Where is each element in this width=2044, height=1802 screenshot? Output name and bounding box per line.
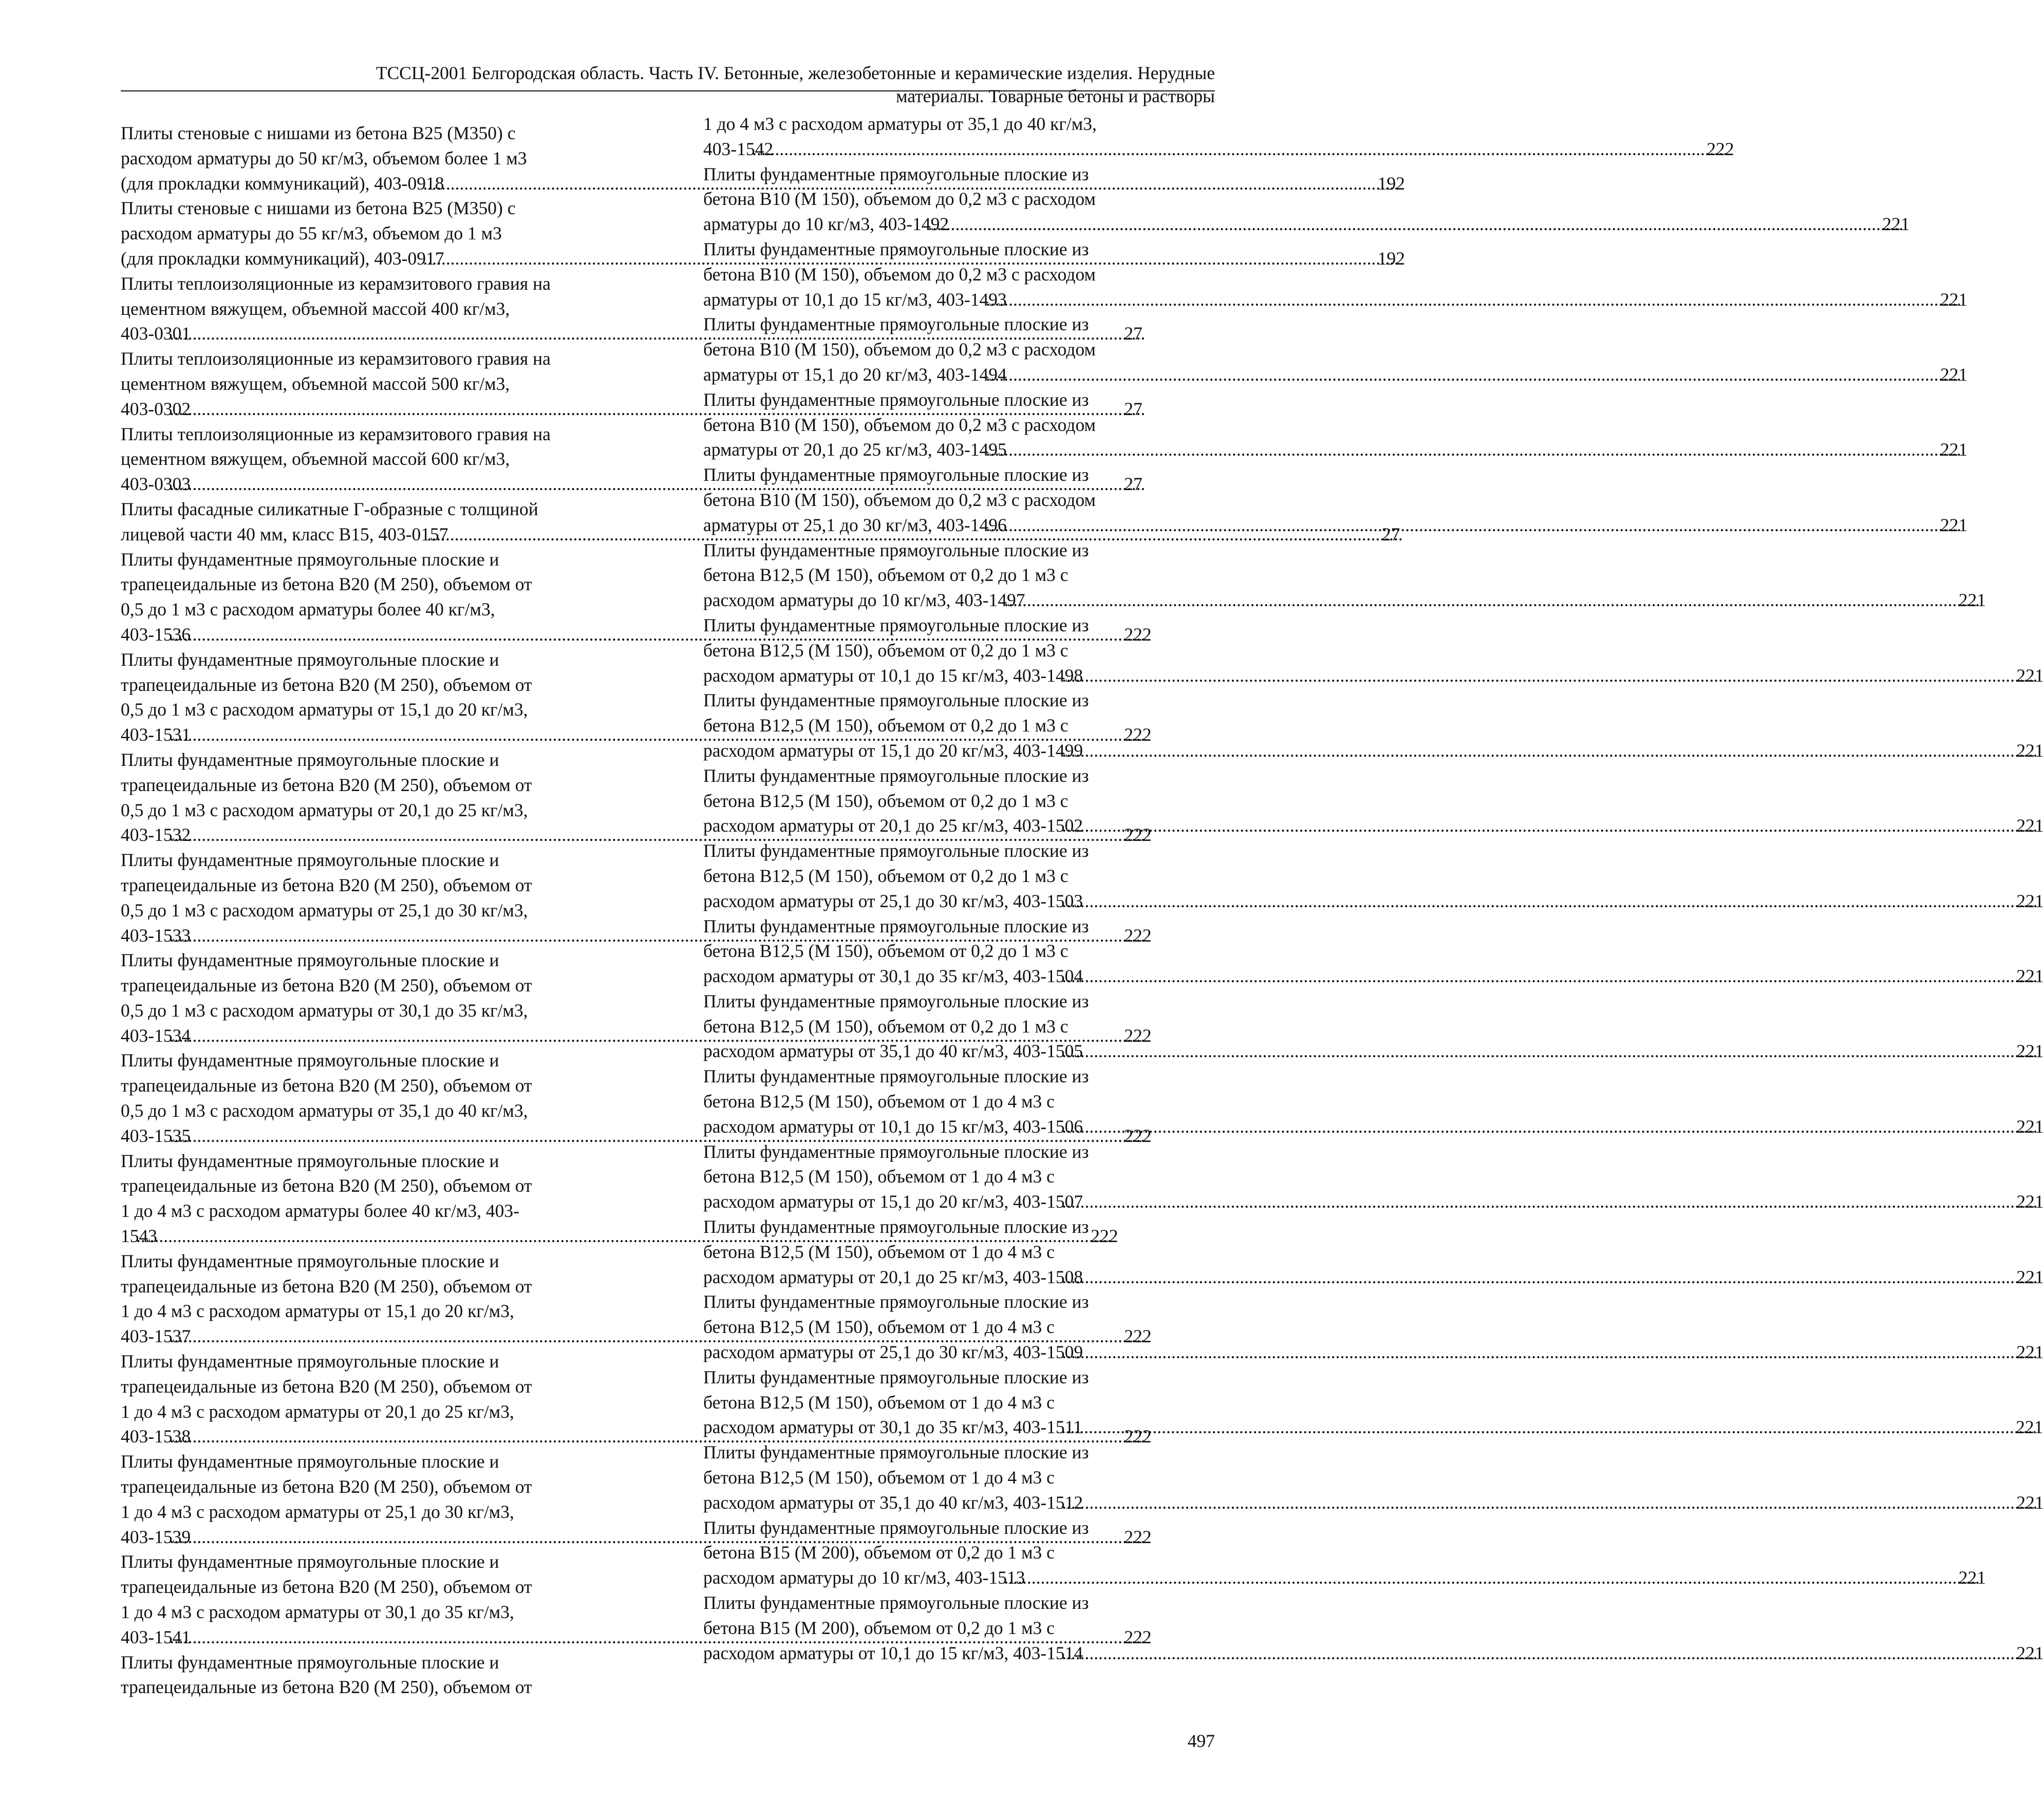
entry-text-line: Плиты фундаментные прямоугольные плоские и (121, 1250, 499, 1271)
entry-text-line: бетона B12,5 (М 150), объемом от 1 до 4 м3 с (703, 1091, 1055, 1112)
dot-leader (1084, 1265, 2037, 1290)
entry-last-line (703, 1189, 2044, 1214)
index-entry (703, 312, 1968, 387)
dot-leader (1084, 813, 2037, 838)
dot-leader (774, 137, 1728, 162)
entry-text-line: бетона B12,5 (М 150), объемом от 1 до 4 м3 с (703, 1241, 1055, 1262)
dot-leader (1084, 1490, 2037, 1515)
entry-last-line: 403-0303 ..... 27 (143, 472, 634, 497)
entry-text: расходом арматуры до 10 кг/м3, 403-1513 (703, 1567, 1025, 1588)
entry-last-line (703, 663, 2044, 688)
index-entry (703, 1139, 2044, 1214)
entry-text-line: Плиты фундаментные прямоугольные плоские и (121, 850, 499, 871)
entry-last-line (703, 964, 2044, 989)
entry-page-ref: 222 (1124, 1626, 1152, 1647)
entry-text: 403-1535 (121, 1125, 191, 1146)
entry-page-ref: 221 (1882, 214, 1910, 235)
dot-leader (1008, 362, 1961, 387)
entry-text-line: трапецеидальные из бетона B20 (М 250), объемом от (121, 574, 532, 595)
entry-text: расходом арматуры от 15,1 до 20 кг/м3, 403-1507 (703, 1191, 1083, 1212)
entry-last-line (703, 437, 1968, 462)
entry-text: расходом арматуры от 35,1 до 40 кг/м3, 403-1505 (703, 1041, 1083, 1062)
entry-page-ref: 221 (2016, 1342, 2044, 1363)
entry-last-line (703, 137, 1734, 162)
entry-text-line: Плиты фундаментные прямоугольные плоские из (703, 464, 1089, 485)
entry-page-ref: 222 (1124, 1125, 1152, 1146)
entry-last-line (703, 513, 1968, 538)
entry-page-ref: 221 (2016, 1191, 2044, 1212)
entry-page-ref: 221 (1958, 590, 1986, 611)
entry-text-line: расходом арматуры до 55 кг/м3, объемом до 1 м3 (121, 223, 502, 244)
entry-text-line: цементном вяжущем, объемной массой 600 кг/м3, (121, 448, 510, 470)
entry-page-ref: 221 (2016, 1266, 2044, 1287)
entry-page-ref: 222 (1124, 1326, 1152, 1347)
entry-page-ref: 221 (2016, 815, 2044, 836)
entry-page-ref: 222 (1124, 1526, 1152, 1547)
entry-text-line: Плиты фундаментные прямоугольные плоские из (703, 915, 1089, 936)
entry-text-line: Плиты фундаментные прямоугольные плоские и (121, 1150, 499, 1171)
entry-text-line: Плиты фундаментные прямоугольные плоские и (121, 950, 499, 971)
entry-page-ref: 221 (2016, 665, 2044, 686)
entry-last-line (703, 1114, 2044, 1139)
entry-page-ref: 221 (1940, 364, 1968, 385)
entry-text-line: цементном вяжущем, объемной массой 500 кг/м3, (121, 373, 510, 394)
entry-text-line: Плиты стеновые с нишами из бетона B25 (М350) с (121, 123, 516, 143)
entry-last-line (703, 588, 1986, 613)
entry-text-line: бетона B12,5 (М 150), объемом от 0,2 до 1 м3 с (703, 1016, 1068, 1037)
entry-page-ref: 221 (2016, 890, 2044, 911)
entry-text-line: Плиты фасадные силикатные Г-образные с толщиной (121, 498, 538, 519)
entry-text-line: 0,5 до 1 м3 с расходом арматуры более 40 кг/м3, (121, 599, 495, 620)
header-divider (121, 90, 1215, 91)
entry-text: арматуры от 10,1 до 15 кг/м3, 403-1493 (703, 289, 1007, 310)
entry-last-line (703, 1039, 2044, 1064)
dot-leader (1084, 1189, 2037, 1214)
entry-text-line: бетона B15 (М 200), объемом от 0,2 до 1 м3 с (703, 1617, 1055, 1638)
entry-page-ref: 221 (2016, 740, 2044, 761)
entry-page-ref: 221 (1940, 514, 1968, 535)
entry-text-line: Плиты фундаментные прямоугольные плоские и (121, 1351, 499, 1372)
entry-text: 403-1541 (121, 1626, 191, 1647)
entry-last-line: лицевой части 40 мм, класс B15, 403-0157 ..... 27 (143, 522, 634, 547)
entry-text-line: Плиты фундаментные прямоугольные плоские из (703, 238, 1089, 259)
dot-leader (1084, 1114, 2037, 1139)
index-entry (703, 989, 2044, 1064)
entry-last-line: 403-0302 ..... 27 (143, 397, 634, 422)
index-entry (703, 1515, 1986, 1590)
index-entry (703, 613, 2044, 688)
entry-text: расходом арматуры от 20,1 до 25 кг/м3, 403-1508 (703, 1266, 1083, 1287)
entry-text-line: 0,5 до 1 м3 с расходом арматуры от 20,1 до 25 кг/м3, (121, 799, 528, 820)
entry-text: расходом арматуры до 10 кг/м3, 403-1497 (703, 590, 1025, 611)
index-entry (703, 1214, 2044, 1289)
index-entry (703, 914, 2044, 989)
entry-page-ref: 221 (2016, 1492, 2044, 1513)
dot-leader (1026, 588, 1979, 613)
entry-text-line: бетона B12,5 (М 150), объемом от 1 до 4 м3 с (703, 1467, 1055, 1488)
entry-text-line: бетона B12,5 (М 150), объемом от 1 до 4 м3 с (703, 1317, 1055, 1338)
entry-text: расходом арматуры от 30,1 до 35 кг/м3, 403-1511 (703, 1417, 1082, 1438)
index-entry (703, 538, 1986, 613)
entry-page-ref: 192 (1377, 248, 1405, 269)
index-entry (703, 763, 2044, 838)
entry-page-ref: 221 (2016, 1041, 2044, 1062)
entry-text-line: Плиты теплоизоляционные из керамзитового гравия на (121, 348, 551, 369)
entry-page-ref: 221 (2016, 966, 2044, 987)
entry-text-line: Плиты фундаментные прямоугольные плоские из (703, 1592, 1089, 1613)
entry-text-line: бетона B10 (М 150), объемом до 0,2 м3 с расходом (703, 189, 1096, 210)
entry-text-line: Плиты фундаментные прямоугольные плоские и (121, 649, 499, 670)
entry-text: арматуры от 15,1 до 20 кг/м3, 403-1494 (703, 364, 1007, 385)
header-title-line-2: материалы. Товарные бетоны и растворы (896, 86, 1215, 106)
entry-last-line (703, 1641, 2044, 1666)
entry-text: расходом арматуры от 25,1 до 30 кг/м3, 403-1509 (703, 1342, 1083, 1363)
entry-text: 403-0301 (121, 323, 191, 344)
entry-text-line: Плиты фундаментные прямоугольные плоские из (703, 539, 1089, 560)
entry-text-line: Плиты фундаментные прямоугольные плоские из (703, 1366, 1089, 1387)
entry-text-line: Плиты фундаментные прямоугольные плоские из (703, 389, 1089, 410)
entry-text: расходом арматуры от 10,1 до 15 кг/м3, 403-1506 (703, 1116, 1083, 1137)
entry-text: 403-1533 (121, 925, 191, 946)
dot-leader (1008, 437, 1961, 462)
entry-page-ref: 222 (1707, 138, 1734, 159)
index-entry (703, 1440, 2044, 1515)
entry-text-line: трапецеидальные из бетона B20 (М 250), объемом от (121, 1576, 532, 1598)
entry-text-line: Плиты фундаментные прямоугольные плоские и (121, 749, 499, 770)
index-entry (703, 1064, 2044, 1139)
entry-text-line: Плиты фундаментные прямоугольные плоские и (121, 549, 499, 570)
entry-text-line: трапецеидальные из бетона B20 (М 250), объемом от (121, 774, 532, 795)
entry-last-line (703, 362, 1968, 387)
entry-text-line: трапецеидальные из бетона B20 (М 250), объемом от (121, 1075, 532, 1096)
entry-text: 403-0303 (121, 474, 191, 495)
entry-page-ref: 222 (1124, 1025, 1152, 1046)
dot-leader (1008, 513, 1961, 538)
entry-text-line: 1 до 4 м3 с расходом арматуры от 15,1 до 20 кг/м3, (121, 1301, 514, 1322)
dot-leader (1084, 964, 2037, 989)
entry-text-line: трапецеидальные из бетона B20 (М 250), объемом от (121, 1376, 532, 1397)
entry-page-ref: 222 (1124, 724, 1152, 745)
entry-text-line: трапецеидальные из бетона B20 (М 250), объемом от (121, 874, 532, 895)
entry-text-line: бетона B12,5 (М 150), объемом от 0,2 до 1 м3 с (703, 790, 1068, 811)
entry-text-line: Плиты фундаментные прямоугольные плоские из (703, 614, 1089, 635)
header-title-line-1: ТССЦ-2001 Белгородская область. Часть IV. Бетонные, железобетонные и керамические изделия. Нерудные (376, 63, 1215, 83)
entry-text-line: бетона B12,5 (М 150), объемом от 0,2 до 1 м3 с (703, 941, 1068, 962)
entry-text-line: Плиты фундаментные прямоугольные плоские и (121, 1651, 499, 1673)
dot-leader (1008, 287, 1961, 312)
entry-last-line (703, 813, 2044, 838)
entry-text: 403-1536 (121, 624, 191, 645)
entry-text: арматуры от 25,1 до 30 кг/м3, 403-1496 (703, 514, 1007, 535)
entry-text-line: 1 до 4 м3 с расходом арматуры от 30,1 до 35 кг/м3, (121, 1602, 514, 1623)
entry-text: (для прокладки коммуникаций), 403-0918 (121, 173, 444, 194)
entry-text-line: трапецеидальные из бетона B20 (М 250), объемом от (121, 674, 532, 695)
index-entry (703, 838, 2044, 913)
entry-text: (для прокладки коммуникаций), 403-0917 (121, 248, 444, 269)
index-entry (703, 111, 1734, 162)
entry-text: 403-1542 (703, 138, 774, 159)
entry-page-ref: 221 (1940, 289, 1968, 310)
entry-text-line: Плиты фундаментные прямоугольные плоские из (703, 1442, 1089, 1463)
entry-text-line: 0,5 до 1 м3 с расходом арматуры от 15,1 до 20 кг/м3, (121, 699, 528, 720)
entry-text-line: Плиты фундаментные прямоугольные плоские из (703, 990, 1089, 1011)
entry-last-line: 403-0301 ..... 27 (143, 321, 634, 346)
entry-last-line (703, 1490, 2044, 1515)
entry-text-line: 0,5 до 1 м3 с расходом арматуры от 25,1 до 30 кг/м3, (121, 899, 528, 921)
entry-text: арматуры до 10 кг/м3, 403-1492 (703, 214, 949, 235)
entry-page-ref: 222 (1124, 824, 1152, 846)
entry-text-line: Плиты теплоизоляционные из керамзитового гравия на (121, 423, 551, 444)
entry-text: 403-1538 (121, 1426, 191, 1447)
entry-text: расходом арматуры от 30,1 до 35 кг/м3, 403-1504 (703, 966, 1083, 987)
entry-last-line (703, 212, 1910, 237)
entry-last-line (703, 287, 1968, 312)
entry-text: расходом арматуры от 35,1 до 40 кг/м3, 403-1512 (703, 1492, 1083, 1513)
index-entry (121, 1650, 634, 1700)
entry-text: 403-0302 (121, 398, 191, 419)
entry-text-line: Плиты фундаментные прямоугольные плоские и (121, 1050, 499, 1071)
entry-text-line: 0,5 до 1 м3 с расходом арматуры от 30,1 до 35 кг/м3, (121, 1000, 528, 1021)
entry-text-line: трапецеидальные из бетона B20 (М 250), объемом от (121, 1476, 532, 1497)
entry-text: 1543 (121, 1226, 157, 1247)
entry-text-line: Плиты фундаментные прямоугольные плоские из (703, 1517, 1089, 1538)
entry-text-line: 1 до 4 м3 с расходом арматуры более 40 кг/м3, 403- (121, 1200, 519, 1222)
entry-text-line: трапецеидальные из бетона B20 (М 250), объемом от (121, 1677, 532, 1698)
index-entry (703, 462, 1968, 537)
dot-leader (1084, 738, 2037, 763)
index-entry (703, 387, 1968, 462)
entry-text-line: Плиты фундаментные прямоугольные плоские из (703, 1291, 1089, 1312)
entry-text: расходом арматуры от 10,1 до 15 кг/м3, 403-1498 (703, 665, 1083, 686)
entry-text: 403-1539 (121, 1526, 191, 1547)
entry-text-line: бетона B12,5 (М 150), объемом от 0,2 до 1 м3 с (703, 865, 1068, 886)
entry-text: арматуры от 20,1 до 25 кг/м3, 403-1495 (703, 439, 1007, 460)
entry-text-line: Плиты стеновые с нишами из бетона B25 (М350) с (121, 198, 516, 219)
dot-leader (1084, 1039, 2037, 1064)
entry-last-line (703, 889, 2044, 914)
entry-text-line: бетона B10 (М 150), объемом до 0,2 м3 с расходом (703, 264, 1096, 285)
entry-text-line: 1 до 4 м3 с расходом арматуры от 20,1 до 25 кг/м3, (121, 1401, 514, 1422)
entry-last-line (703, 1340, 2044, 1365)
entry-page-ref: 221 (2016, 1642, 2044, 1663)
entry-text-line: бетона B12,5 (М 150), объемом от 1 до 4 м3 с (703, 1166, 1055, 1187)
page-number: 497 (1187, 1731, 1215, 1751)
entry-text-line: Плиты фундаментные прямоугольные плоские из (703, 314, 1089, 335)
entry-text: расходом арматуры от 25,1 до 30 кг/м3, 403-1503 (703, 890, 1083, 911)
entry-text-line: Плиты фундаментные прямоугольные плоские из (703, 1216, 1089, 1237)
index-entry (703, 1365, 2043, 1440)
dot-leader (1026, 1565, 1979, 1590)
entry-text-line: бетона B10 (М 150), объемом до 0,2 м3 с расходом (703, 489, 1096, 510)
entry-text-line: бетона B12,5 (М 150), объемом от 0,2 до 1 м3 с (703, 640, 1068, 661)
entry-text-line: Плиты фундаментные прямоугольные плоские из (703, 163, 1089, 184)
entry-text-line: Плиты фундаментные прямоугольные плоские и (121, 1551, 499, 1572)
entry-text: 403-1532 (121, 824, 191, 846)
entry-last-line (703, 1265, 2044, 1290)
entry-text-line: 1 до 4 м3 с расходом арматуры от 35,1 до 40 кг/м3, (703, 114, 1097, 134)
entry-page-ref: 221 (2016, 1417, 2043, 1438)
entry-text-line: Плиты фундаментные прямоугольные плоские и (121, 1451, 499, 1472)
entry-text-line: расходом арматуры до 50 кг/м3, объемом более 1 м3 (121, 147, 527, 168)
entry-text-line: Плиты фундаментные прямоугольные плоские из (703, 1141, 1089, 1162)
entry-text-line: Плиты фундаментные прямоугольные плоские из (703, 765, 1089, 786)
entry-text-line: трапецеидальные из бетона B20 (М 250), объемом от (121, 1175, 532, 1196)
dot-leader (1084, 1340, 2037, 1365)
entry-page-ref: 222 (1124, 1426, 1152, 1447)
entry-text-line: 0,5 до 1 м3 с расходом арматуры от 35,1 до 40 кг/м3, (121, 1100, 528, 1121)
entry-page-ref: 222 (1124, 624, 1152, 645)
dot-leader (1084, 1641, 2037, 1666)
entry-last-line (703, 1415, 2043, 1440)
entry-text: 403-1534 (121, 1025, 191, 1046)
entry-text-line: трапецеидальные из бетона B20 (М 250), объемом от (121, 975, 532, 996)
dot-leader (1084, 889, 2037, 914)
entry-text: лицевой части 40 мм, класс B15, 403-0157 (121, 523, 448, 545)
entry-text-line: бетона B12,5 (М 150), объемом от 1 до 4 м3 с (703, 1392, 1055, 1413)
entry-page-ref: 222 (1091, 1226, 1118, 1247)
dot-leader (1084, 663, 2037, 688)
entry-page-ref: 221 (1940, 439, 1968, 460)
entry-text-line: бетона B10 (М 150), объемом до 0,2 м3 с расходом (703, 339, 1096, 360)
index-entry (703, 1289, 2044, 1364)
entry-text: 403-1531 (121, 724, 191, 745)
entry-text-line: Плиты фундаментные прямоугольные плоские из (703, 840, 1089, 861)
index-entry (703, 688, 2044, 763)
entry-text: расходом арматуры от 10,1 до 15 кг/м3, 403-1514 (703, 1642, 1083, 1663)
entry-last-line (703, 1565, 1986, 1590)
entry-text: 403-1537 (121, 1326, 191, 1347)
entry-text-line: 1 до 4 м3 с расходом арматуры от 25,1 до 30 кг/м3, (121, 1501, 514, 1522)
page-header (121, 62, 1215, 108)
entry-page-ref: 222 (1124, 925, 1152, 946)
entry-text-line: цементном вяжущем, объемной массой 400 кг/м3, (121, 298, 510, 319)
entry-text-line: Плиты фундаментные прямоугольные плоские из (703, 690, 1089, 711)
entry-text-line: бетона B12,5 (М 150), объемом от 0,2 до 1 м3 с (703, 715, 1068, 736)
dot-leader (1083, 1415, 2037, 1440)
entry-page-ref: 221 (2016, 1116, 2044, 1137)
index-entry (703, 1590, 2044, 1665)
entry-text-line: бетона B10 (М 150), объемом до 0,2 м3 с расходом (703, 414, 1096, 435)
dot-leader (950, 212, 1903, 237)
entry-text-line: бетона B12,5 (М 150), объемом от 0,2 до 1 м3 с (703, 565, 1068, 586)
entry-last-line (703, 738, 2044, 763)
entry-text-line: бетона B15 (М 200), объемом от 0,2 до 1 м3 с (703, 1542, 1055, 1563)
entry-page-ref: 221 (1958, 1567, 1986, 1588)
entry-text-line: Плиты теплоизоляционные из керамзитового гравия на (121, 273, 551, 294)
entry-text: расходом арматуры от 20,1 до 25 кг/м3, 403-1502 (703, 815, 1083, 836)
entry-text-line: Плиты фундаментные прямоугольные плоские из (703, 1066, 1089, 1087)
entry-text: расходом арматуры от 15,1 до 20 кг/м3, 403-1499 (703, 740, 1083, 761)
entry-page-ref: 192 (1377, 173, 1405, 194)
entry-text-line: трапецеидальные из бетона B20 (М 250), объемом от (121, 1275, 532, 1297)
